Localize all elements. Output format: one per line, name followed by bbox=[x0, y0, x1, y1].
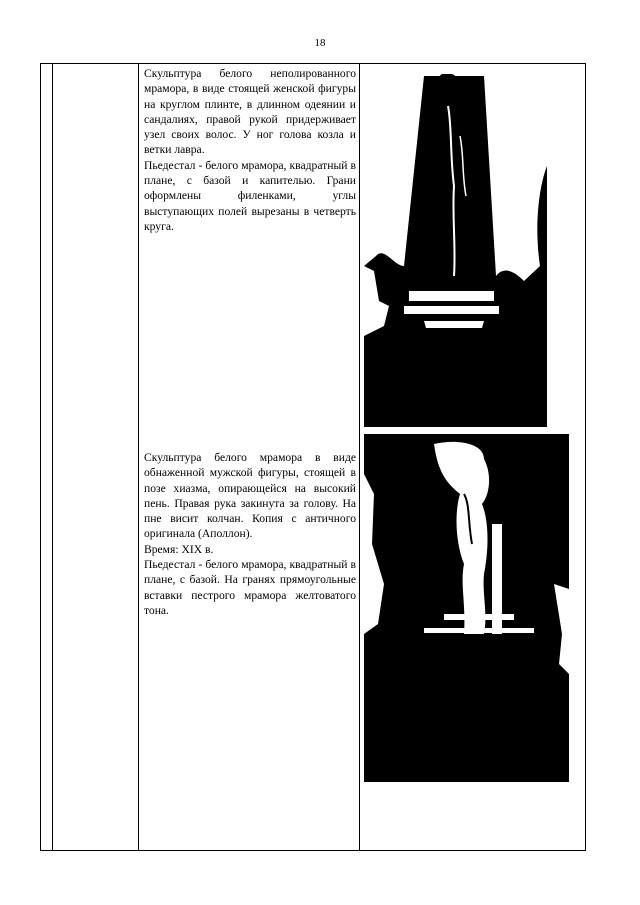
column-divider-3 bbox=[359, 64, 360, 850]
entry-2-pedestal-text: Пьедестал - белого мрамора, квадратный в плане, с базой. На гранях прямоугольные вставки пестрого мрамора желтоватого тона. bbox=[144, 558, 356, 617]
entry-2-sculpture-text: Скульптура белого мрамора в виде обнаженной мужской фигуры, стоящей в позе хиазма, опирающейся на высокий пень. Правая рука закинута за голову. На пне висит колчан. Копия с античного оригинала (Аполлон). bbox=[144, 451, 356, 541]
entry-1-sculpture-text: Скульптура белого неполированного мрамора, в виде стоящей женской фигуры на круглом плинте, в длинном одеянии и сандалиях, правой рукой придерживает узел своих волос. У ног голова козла и ветки лавра. bbox=[144, 67, 356, 157]
column-divider-2 bbox=[138, 64, 139, 850]
female-statue-photo bbox=[364, 66, 547, 427]
apollo-statue-photo bbox=[364, 434, 569, 782]
entry-1-pedestal-text: Пьедестал - белого мрамора, квадратный в плане, с базой и капителью. Грани оформлены филенками, углы выступающих полей вырезаны в четверть круга. bbox=[144, 158, 356, 233]
column-divider-1 bbox=[52, 64, 53, 850]
entry-2-description bbox=[144, 450, 356, 618]
page-number: 18 bbox=[314, 37, 326, 49]
entry-1-description bbox=[144, 66, 356, 234]
entry-2-time-text: Время: XIX в. bbox=[144, 542, 214, 556]
